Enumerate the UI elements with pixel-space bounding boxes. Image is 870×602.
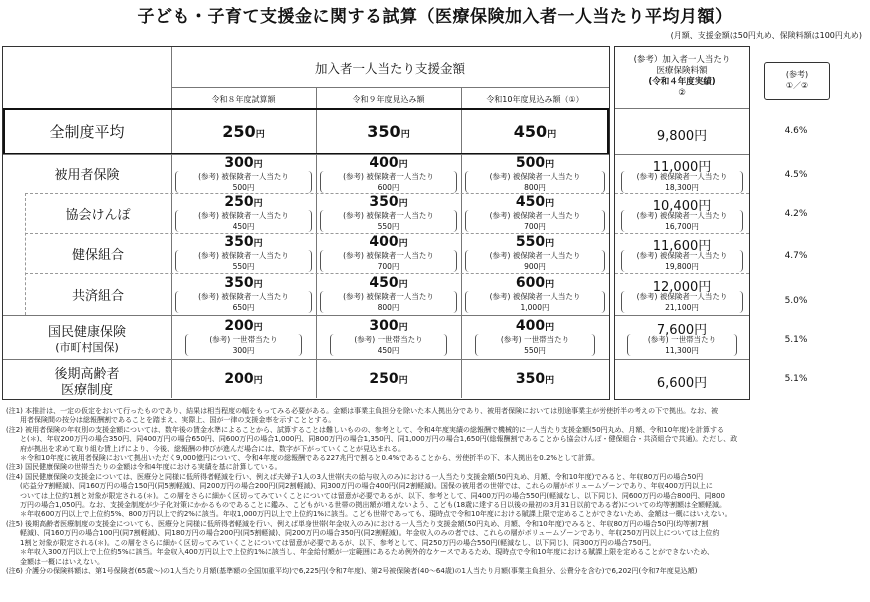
row-label-kyokai: 協会けんぽ — [65, 208, 131, 223]
value-kyosai-r8: 350円 — [224, 275, 263, 291]
value-kyokai-r8: 250円 — [224, 194, 263, 210]
value-nhi-r9: 300円 — [369, 318, 408, 334]
unit-note: (月額、支援金額は50円丸め、保険料額は100円丸め) — [670, 31, 862, 40]
col-header-r8: 令和８年度試算額 — [211, 95, 276, 104]
detail-kenpo-r8: (参考) 被保険者一人当たり 550円 — [175, 250, 312, 272]
value-elderly-r8: 200円 — [224, 371, 263, 387]
note-line: (注2) 被用者保険の年収別の支援金額については、数年後の賃金水準によることから、試算することは難しいものの、参考として、令和4年度実績の総報酬で機械的に一人当たり支援金額(50円丸め、月額、令和10年度)を計算する — [6, 425, 725, 434]
premium-elderly: 6,600円 — [656, 376, 708, 391]
note-line: 1割と対象が限定される(＊)。この層をさらに細かく区切ってみていくことについては留意が必要であるが、以下、参考として、同250万円の場合550円(軽減なし、以下同じ)、同300万円の場合750円。 — [6, 538, 656, 547]
value-all-r10: 450円 — [513, 122, 557, 141]
detail-kyokai-r10: (参考) 被保険者一人当たり 700円 — [465, 210, 605, 232]
value-nhi-r10: 400円 — [515, 318, 555, 334]
value-employee-r9: 400円 — [369, 155, 408, 171]
value-kyokai-r9: 350円 — [369, 194, 408, 210]
detail-kyokai-r8: (参考) 被保険者一人当たり 450円 — [175, 210, 312, 232]
detail-kenpo-r9: (参考) 被保険者一人当たり 700円 — [320, 250, 457, 272]
detail-nhi-r9: (参考) 一世帯当たり 450円 — [330, 334, 447, 356]
note-line: 府が拠出を求めて取り組む賃上げにより、今後、総報酬の伸びが進んだ場合には、数字が下がっていくことが見込まれる。 — [6, 444, 405, 453]
value-kenpo-r9: 400円 — [369, 234, 408, 250]
note-line: 軽減)、同160万円の場合100円(同7割軽減)、同180万円の場合200円(同5割軽減)、同200万円の場合350円(同2割軽減)。年金収入のみの者では、これらの層がボリュームゾーンであり、年収250万円以上については上位約 — [6, 529, 720, 538]
value-employee-r10: 500円 — [515, 155, 555, 171]
premium-detail-employee: (参考) 被保険者一人当たり 18,300円 — [621, 171, 743, 193]
detail-kyosai-r8: (参考) 被保険者一人当たり 650円 — [175, 291, 312, 313]
premium-kenpo: 11,600円 — [652, 239, 712, 254]
note-line: (注1) 本推計は、一定の仮定をおいて行ったものであり、結果は相当程度の幅をもってみる必要がある。金額は事業主負担分を除いた本人拠出分であり、被用者保険においては別途事業主が労使折半の考えの下で拠出。なお、被 — [6, 407, 719, 415]
value-kyosai-r10: 600円 — [515, 275, 555, 291]
ratio-kyokai: 4.2% — [784, 209, 808, 219]
detail-employee-r8: (参考) 被保険者一人当たり 500円 — [175, 171, 312, 193]
detail-nhi-r10: (参考) 一世帯当たり 550円 — [475, 334, 595, 356]
row-label-nhi: 国民健康保険 — [47, 325, 126, 340]
detail-employee-r10: (参考) 被保険者一人当たり 800円 — [465, 171, 605, 193]
note-line: (注5) 後期高齢者医療制度の支援金についても、医療分と同様に低所得者軽減を行い、例えば単身世帯(年金収入のみ)における一人当たり支援金額(50円丸め、月額、令和10年度)でみると、年収80万円の場合50円(均等割7割 — [6, 519, 709, 528]
note-line: (注3) 国民健康保険の世帯当たりの金額は令和4年度における実績を基に計算している。 — [6, 463, 282, 472]
premium-detail-kenpo: (参考) 被保険者一人当たり 19,800円 — [621, 250, 743, 272]
row-label-kenpo: 健保組合 — [71, 248, 124, 263]
note-line: (応益分7割軽減)、同160万円の場合150円(同5割軽減)、同200万円の場合200円(同2割軽減)、同300万円の場合400円(同2割軽減)。国保の被用者の世帯では、これらの層がボリュームゾーンであり、年収400万円以上に — [6, 482, 713, 491]
value-kyokai-r10: 450円 — [515, 194, 555, 210]
value-kenpo-r10: 550円 — [515, 234, 555, 250]
ratio-header: (参考) ①／② — [764, 62, 830, 100]
row-sublabel-elderly: 医療制度 — [60, 383, 113, 398]
note-line: ＊年収600万円以上で上位約5%、800万円以上で約2%に該当。年収1,000万円以上で上位約1%に該当。こども世帯であっても、現時点で令和10年度における賦課上限で定めることができないため、金額は一概にはいえない。 — [6, 510, 732, 519]
premium-detail-kyosai: (参考) 被保険者一人当たり 21,100円 — [621, 291, 743, 313]
note-line: 用者保険間の按分は総報酬割であることを踏まえ、実際上、国が一律の支援金率を示すこととする。 — [6, 416, 336, 425]
note-line: ＊年収入300万円以上で上位約5%に該当。年金収入400万円以上で上位約1%に該当し、年金給付額が一定範囲にあるため例外的なケースであるため、現時点で令和10年度における賦課上限を定めることができないため、 — [6, 548, 714, 557]
ratio-kyosai: 5.0% — [784, 296, 808, 306]
note-line: と(＊)、年収200万円の場合350円、同400万円の場合650円、同600万円の場合1,000円、同800万円の場合1,350円、同1,000万円の場合1,650円(総報酬割であることから協会けんぽ・健保組合・共済組合で共通)。ただし、政 — [6, 435, 738, 444]
footnotes — [6, 407, 866, 576]
detail-kyosai-r10: (参考) 被保険者一人当たり 1,000円 — [465, 291, 605, 313]
premium-table — [614, 46, 750, 400]
row-label-elderly: 後期高齢者 — [54, 367, 120, 382]
value-elderly-r9: 250円 — [369, 371, 408, 387]
ratio-nhi: 5.1% — [784, 335, 808, 345]
page-title: 子ども・子育て支援金に関する試算（医療保険加入者一人当たり平均月額） — [137, 7, 733, 27]
note-line: ＊令和10年度に被用者保険において拠出いただく9,000億円について、令和4年度の総報酬である227兆円で割ると0.4%であることから、労使折半の下、本人拠出を0.2%として計算。 — [6, 454, 600, 463]
premium-header: (参考）加入者一人当たり 医療保険料額 (令和４年度実績) ② — [633, 55, 731, 98]
detail-nhi-r8: (参考) 一世帯当たり 300円 — [185, 334, 302, 356]
ratio-employee: 4.5% — [784, 170, 808, 180]
ratio-elderly: 5.1% — [784, 374, 808, 384]
value-nhi-r8: 200円 — [224, 318, 263, 334]
detail-kyosai-r9: (参考) 被保険者一人当たり 800円 — [320, 291, 457, 313]
row-label-all: 全制度平均 — [49, 123, 125, 141]
detail-kenpo-r10: (参考) 被保険者一人当たり 900円 — [465, 250, 605, 272]
support-amount-table — [2, 46, 610, 400]
note-line: 金額は一概にはいえない。 — [6, 557, 104, 566]
value-all-r8: 250円 — [222, 122, 265, 141]
premium-nhi: 7,600円 — [656, 323, 708, 338]
group-header: 加入者一人当たり支援金額 — [314, 61, 465, 76]
premium-all: 9,800円 — [656, 129, 708, 144]
row-label-kyosai: 共済組合 — [71, 289, 124, 304]
premium-kyosai: 12,000円 — [652, 280, 712, 295]
ratio-kenpo: 4.7% — [784, 251, 808, 261]
row-sublabel-nhi: (市町村国保) — [55, 341, 119, 354]
detail-kyokai-r9: (参考) 被保険者一人当たり 550円 — [320, 210, 457, 232]
premium-detail-nhi: (参考) 一世帯当たり 11,300円 — [627, 334, 737, 356]
value-kyosai-r9: 450円 — [369, 275, 408, 291]
premium-employee: 11,000円 — [652, 160, 712, 175]
value-elderly-r10: 350円 — [515, 371, 555, 387]
note-line: (注6) 介護分の保険料額は、第1号保険者(65歳～)の1人当たり月額(基準額の全国加重平均)で6,225円(令和7年度)、第2号被保険者(40～64歳)の1人当たり月額(事業主負担分、公費分を含む)で6,202円(令和7年度見込額) — [6, 566, 698, 575]
premium-kyokai: 10,400円 — [652, 199, 712, 214]
note-line: (注4) 国民健康保険の支援金については、医療分と同様に低所得者軽減を行い、例えば夫婦子1人の3人世帯(夫の給与収入のみ)における一人当たり支援金額(50円丸め、月額、令和10年度)でみると、年収80万円の場合50円 — [6, 472, 704, 481]
col-header-r9: 令和９年度見込み額 — [352, 95, 425, 104]
note-line: ついては上位約1割と対象が限定される(＊)。この層をさらに細かく区切ってみていくことについては留意が必要であるが、以下、参考として、同400万円の場合550円(軽減なし、以下同じ)、同600万円の場合800円、同800 — [6, 491, 725, 500]
row-label-employee: 被用者保険 — [54, 168, 120, 183]
premium-detail-kyokai: (参考) 被保険者一人当たり 16,700円 — [621, 210, 743, 232]
value-kenpo-r8: 350円 — [224, 234, 263, 250]
note-line: 万円の場合1,050円。なお、支援金制度が少子化対策にかかるものであることに鑑み、こどもがいる世帯の拠出額が増えないよう、こども(18歳に達する日以後の最初の3月31日以前である者)についての均等割額は全額軽減。 — [6, 501, 727, 510]
col-header-r10: 令和10年度見込み額（①） — [486, 95, 584, 104]
value-employee-r8: 300円 — [224, 155, 263, 171]
detail-employee-r9: (参考) 被保険者一人当たり 600円 — [320, 171, 457, 193]
ratio-all: 4.6% — [784, 126, 808, 136]
value-all-r9: 350円 — [367, 122, 410, 141]
